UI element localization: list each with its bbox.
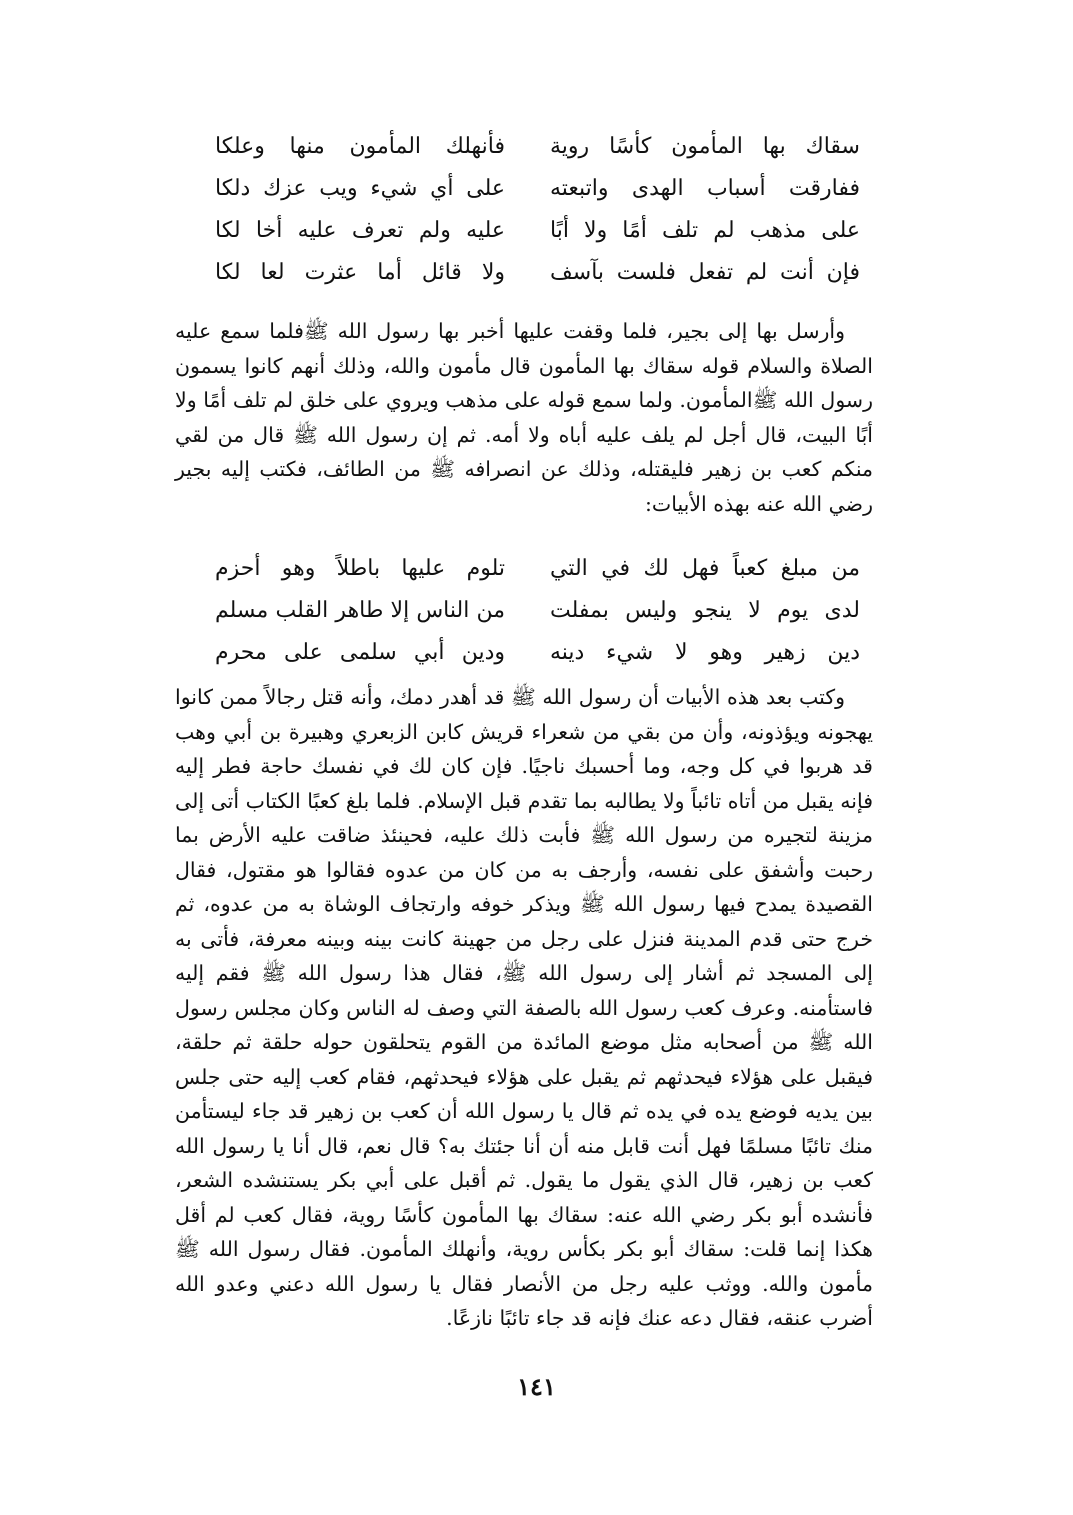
paragraph-text: وأرسل بها إلى بجير، فلما وقفت عليها أخبر بها رسول الله ﷺفلما سمع عليه الصلاة والسلام قوله سقاك بها المأمون قال مأمون والله، وذلك أنهم كانوا يسمون رسول الله ﷺالمأمون. ولما سمع قوله على مذهب ويروي على خلق لم تلف أمًا ولا أبًا البيت، قال أجل لم يلف عليه أباه ولا أمه. ثم إن رسول الله ﷺ قال من لقي منكم كعب بن زهير فليقتله، وذلك عن انصرافه ﷺ من الطائف، فكتب إليه بجير رضي الله عنه بهذه الأبيات: [175, 319, 873, 516]
hemistich-first: دين زهير وهو لا شيء دينه [550, 640, 860, 665]
hemistich-second: ولا قائل أما عثرت لعا لكا [215, 260, 505, 285]
poem-block-2 [215, 548, 860, 674]
hemistich-second: من الناس إلا طاهر القلب مسلم [215, 598, 505, 623]
prose-paragraph-2 [175, 680, 873, 1336]
hemistich-first: من مبلغ كعباً فهل لك في التي [550, 556, 860, 581]
poem-line [215, 548, 860, 590]
poem-line [215, 126, 860, 168]
hemistich-second: عليه ولم تعرف عليه أخا لكا [215, 218, 505, 243]
hemistich-first: ففارقت أسباب الهدى واتبعته [550, 176, 860, 201]
poem-line [215, 210, 860, 252]
poem-line [215, 632, 860, 674]
hemistich-second: ودين أبي سلمى على محرم [215, 640, 505, 665]
page-number: ١٤١ [517, 1372, 556, 1401]
poem-line [215, 590, 860, 632]
hemistich-second: تلوم عليها باطلاً وهو أحزم [215, 556, 505, 581]
hemistich-first: على مذهب لم تلف أمًا ولا أبًا [550, 218, 860, 243]
hemistich-first: سقاك بها المأمون كأسًا روية [550, 134, 860, 159]
paragraph-text: وكتب بعد هذه الأبيات أن رسول الله ﷺ قد أهدر دمك، وأنه قتل رجالاً ممن كانوا يهجونه ويؤذونه، وأن من بقي من شعراء قريش كابن الزبعري وهبيرة بن أبي وهب قد هربوا في كل وجه، وما أحسبك ناجيًا. فإن كان لك في نفسك حاجة فطر إليه فإنه يقبل من أتاه تائباً ولا يطالبه بما تقدم قبل الإسلام. فلما بلغ كعبًا الكتاب أتى إلى مزينة لتجيره من رسول الله ﷺ فأبت ذلك عليه، فحينئذ ضاقت عليه الأرض بما رحبت وأشفق على نفسه، وأرجف به من كان من عدوه فقالوا هو مقتول، فقال القصيدة يمدح فيها رسول الله ﷺ ويذكر خوفه وارتجاف الوشاة به من عدوه، ثم خرج حتى قدم المدينة فنزل على رجل من جهينة كانت بينه وبينه معرفة، فأتى به إلى المسجد ثم أشار إلى رسول الله ﷺ، فقال هذا رسول الله ﷺ فقم إليه فاستأمنه. وعرف كعب رسول الله بالصفة التي وصف له الناس وكان مجلس رسول الله ﷺ من أصحابه مثل موضع المائدة من القوم يتحلقون حوله حلقة ثم حلقة، فيقبل على هؤلاء فيحدثهم ثم يقبل على هؤلاء فيحدثهم، فقام كعب إليه حتى جلس بين يديه فوضع يده في يده ثم قال يا رسول الله أن كعب بن زهير قد جاء ليستأمن منك تائبًا مسلمًا فهل أنت قابل منه أن أنا جئتك به؟ قال نعم، قال أنا يا رسول الله كعب بن زهير، قال الذي يقول ما يقول. ثم أقبل على أبي بكر يستنشده الشعر، فأنشده أبو بكر رضي الله عنه: سقاك بها المأمون كأسًا روية، فقال كعب لم أقل هكذا إنما قلت: سقاك أبو بكر بكأس روية، وأنهلك المأمون. فقال رسول الله ﷺ مأمون والله. ووثب عليه رجل من الأنصار فقال يا رسول الله دعني وعدو الله أضرب عنقه، فقال دعه عنك فإنه قد جاء تائبًا نازعًا. [175, 685, 873, 1330]
hemistich-second: فأنهلك المأمون منها وعلكا [215, 134, 505, 159]
hemistich-second: على أي شيء ويب عزك دلكا [215, 176, 505, 201]
prose-paragraph-1 [175, 314, 873, 521]
poem-line [215, 252, 860, 294]
hemistich-first: فإن أنت لم تفعل فلست بآسف [550, 260, 860, 285]
hemistich-first: لدى يوم لا ينجو وليس بمفلت [550, 598, 860, 623]
poem-line [215, 168, 860, 210]
poem-block-1 [215, 126, 860, 294]
